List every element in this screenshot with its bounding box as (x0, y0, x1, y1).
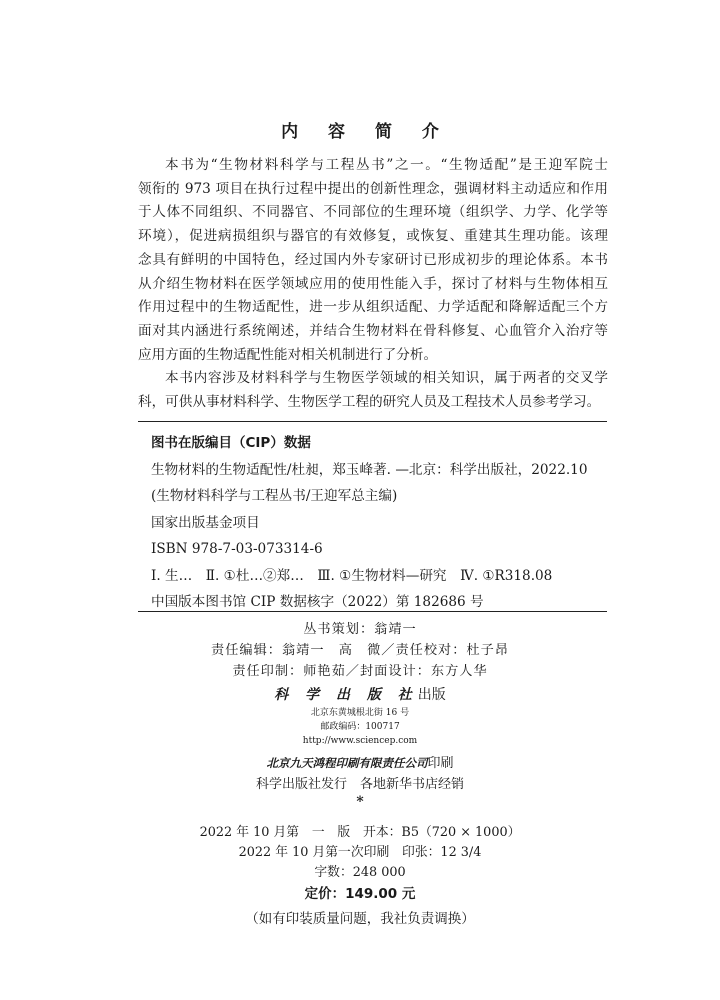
intro-line: 面对其内涵进行系统阐述，并结合生物材料在骨科修复、心血管介入治疗等 (138, 322, 608, 339)
intro-line: 科，可供从事材料科学、生物医学工程的研究人员及工程技术人员参考学习。 (138, 394, 601, 411)
price: 定价：149.00 元 (304, 886, 416, 902)
publication-block (0, 684, 720, 809)
divider-bottom (138, 611, 607, 612)
separator-star: * (356, 794, 364, 810)
editor-credits: 责任编辑：翁靖一 高 微／责任校对：杜子昂 (211, 643, 509, 658)
intro-line: 环境），促进病损组织与器官的有效修复，或恢复、重建其生理功能。该理 (138, 228, 608, 245)
printer-suffix: 印刷 (427, 756, 454, 771)
publisher-line (0, 684, 720, 706)
cip-line: 国家出版基金项目 (151, 514, 260, 531)
cip-classification: Ⅰ. 生… Ⅱ. ①杜…②郑… Ⅲ. ①生物材料—研究 Ⅳ. ①R318.08 (151, 567, 553, 584)
cip-line: (生物材料科学与工程丛书/王迎军总主编) (151, 488, 398, 504)
intro-text (138, 154, 608, 415)
publisher-logo-text: 科 学 出 版 社 (274, 687, 418, 703)
intro-line: 念具有鲜明的中国特色，经过国内外专家研讨已形成初步的理论体系。本书 (138, 251, 608, 268)
cip-record: 中国版本图书馆 CIP 数据核字（2022）第 182686 号 (151, 594, 484, 610)
print-info: 2022 年 10 月第一次印刷 印张：12 3/4 (238, 845, 482, 860)
edition-info: 2022 年 10 月第 一 版 开本：B5（720 × 1000） (199, 825, 521, 840)
publisher-suffix: 出版 (417, 687, 446, 703)
intro-line: 从介绍生物材料在医学领域应用的使用性能入手，探讨了材料与生物体相互 (138, 275, 608, 292)
intro-line: 领衔的 973 项目在执行过程中提出的创新性理念，强调材料主动适应和作用 (138, 180, 608, 197)
publisher-postcode: 邮政编码：100717 (320, 722, 400, 732)
publisher-address: 北京东黄城根北街 16 号 (310, 708, 410, 718)
divider-top (138, 421, 607, 422)
publisher-website: http://www.sciencep.com (302, 736, 418, 746)
printer-name: 北京九天鸿程印刷有限责任公司 (266, 756, 428, 770)
cip-isbn: ISBN 978-7-03-073314-6 (151, 541, 323, 557)
intro-line: 本书为“生物材料科学与工程丛书”之一。“生物适配”是王迎军院士 (165, 157, 608, 173)
page-title: 内 容 简 介 (281, 122, 451, 142)
intro-line: 应用方面的生物适配性能对相关机制进行了分析。 (138, 346, 438, 363)
intro-line: 于人体不同组织、不同器官、不同部位的生理环境（组织学、力学、化学等 (138, 204, 608, 221)
intro-line: 作用过程中的生物适配性，进一步从组织适配、力学适配和降解适配三个方 (138, 299, 608, 316)
series-planner: 丛书策划：翁靖一 (303, 622, 417, 637)
cip-heading: 图书在版编目（CIP）数据 (151, 435, 311, 451)
intro-line: 本书内容涉及材料科学与生物医学领域的相关知识，属于两者的交叉学 (165, 370, 608, 387)
word-count: 字数：248 000 (314, 865, 406, 880)
production-credits: 责任印制：师艳茹／封面设计：东方人华 (232, 664, 488, 679)
cip-block (151, 430, 607, 616)
cip-line: 生物材料的生物适配性/杜昶，郑玉峰著. —北京：科学出版社，2022.10 (151, 461, 588, 478)
quality-notice: （如有印装质量问题，我社负责调换） (245, 911, 475, 927)
edition-block (0, 823, 720, 931)
printer-line (0, 752, 720, 775)
credits-block (0, 619, 720, 682)
distribution-line: 科学出版社发行 各地新华书店经销 (255, 777, 464, 792)
